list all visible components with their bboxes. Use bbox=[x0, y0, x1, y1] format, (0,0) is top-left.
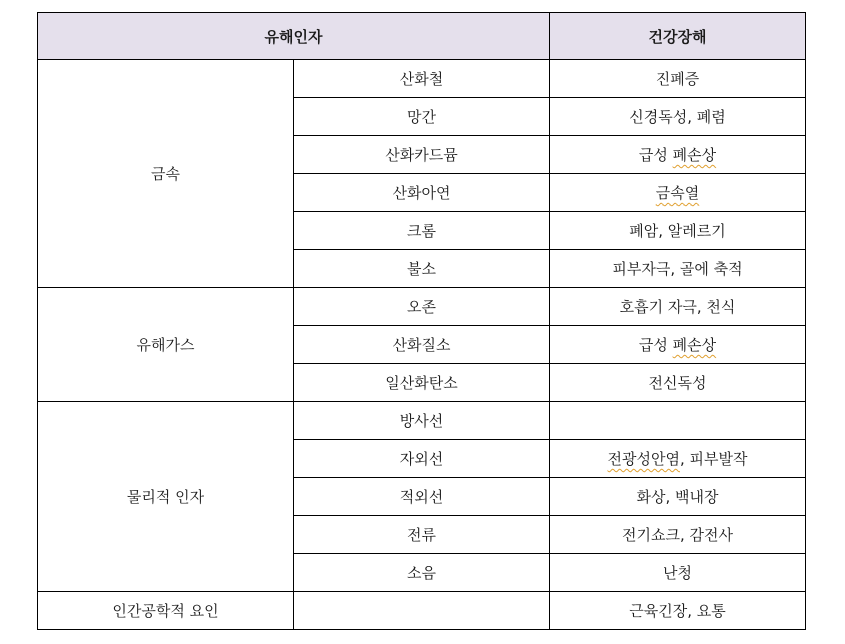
agent-cell: 적외선 bbox=[294, 478, 550, 516]
effect-text: 급성 bbox=[638, 146, 673, 164]
effect-cell: 전신독성 bbox=[550, 364, 806, 402]
spellcheck-marked-text: 폐손상 bbox=[672, 146, 717, 164]
effect-cell bbox=[550, 174, 806, 212]
agent-cell: 전류 bbox=[294, 516, 550, 554]
effect-cell bbox=[550, 326, 806, 364]
spellcheck-marked-text: 폐손상 bbox=[672, 336, 717, 354]
effect-cell: 폐암, 알레르기 bbox=[550, 212, 806, 250]
effect-cell: 전기쇼크, 감전사 bbox=[550, 516, 806, 554]
effect-cell bbox=[550, 402, 806, 440]
agent-cell: 자외선 bbox=[294, 440, 550, 478]
effect-cell: 피부자극, 골에 축적 bbox=[550, 250, 806, 288]
agent-cell: 산화철 bbox=[294, 60, 550, 98]
effect-cell: 신경독성, 폐렴 bbox=[550, 98, 806, 136]
category-cell-metal: 금속 bbox=[38, 60, 294, 288]
agent-cell: 불소 bbox=[294, 250, 550, 288]
effect-cell: 근육긴장, 요통 bbox=[550, 592, 806, 630]
spellcheck-marked-text: 금속열 bbox=[655, 184, 700, 202]
agent-cell: 산화카드뮴 bbox=[294, 136, 550, 174]
agent-cell: 방사선 bbox=[294, 402, 550, 440]
agent-cell: 소음 bbox=[294, 554, 550, 592]
table-row bbox=[38, 60, 806, 98]
table-row bbox=[38, 402, 806, 440]
agent-cell: 산화질소 bbox=[294, 326, 550, 364]
effect-cell: 난청 bbox=[550, 554, 806, 592]
header-hazard-factor: 유해인자 bbox=[38, 13, 550, 60]
spellcheck-marked-text: 전광성안염 bbox=[607, 450, 680, 468]
agent-cell: 오존 bbox=[294, 288, 550, 326]
table-row bbox=[38, 592, 806, 630]
category-cell-gas: 유해가스 bbox=[38, 288, 294, 402]
agent-cell bbox=[294, 592, 550, 630]
agent-cell: 산화아연 bbox=[294, 174, 550, 212]
header-health-damage: 건강장해 bbox=[550, 13, 806, 60]
effect-cell: 화상, 백내장 bbox=[550, 478, 806, 516]
agent-cell: 크롬 bbox=[294, 212, 550, 250]
effect-text: , 피부발작 bbox=[679, 450, 748, 468]
effect-cell bbox=[550, 136, 806, 174]
effect-cell: 진폐증 bbox=[550, 60, 806, 98]
effect-cell: 호흡기 자극, 천식 bbox=[550, 288, 806, 326]
table-header-row bbox=[38, 13, 806, 60]
effect-cell bbox=[550, 440, 806, 478]
category-cell-physical: 물리적 인자 bbox=[38, 402, 294, 592]
table-row bbox=[38, 288, 806, 326]
category-cell-ergonomic: 인간공학적 요인 bbox=[38, 592, 294, 630]
agent-cell: 망간 bbox=[294, 98, 550, 136]
hazard-health-table bbox=[37, 12, 806, 630]
agent-cell: 일산화탄소 bbox=[294, 364, 550, 402]
effect-text: 급성 bbox=[638, 336, 673, 354]
